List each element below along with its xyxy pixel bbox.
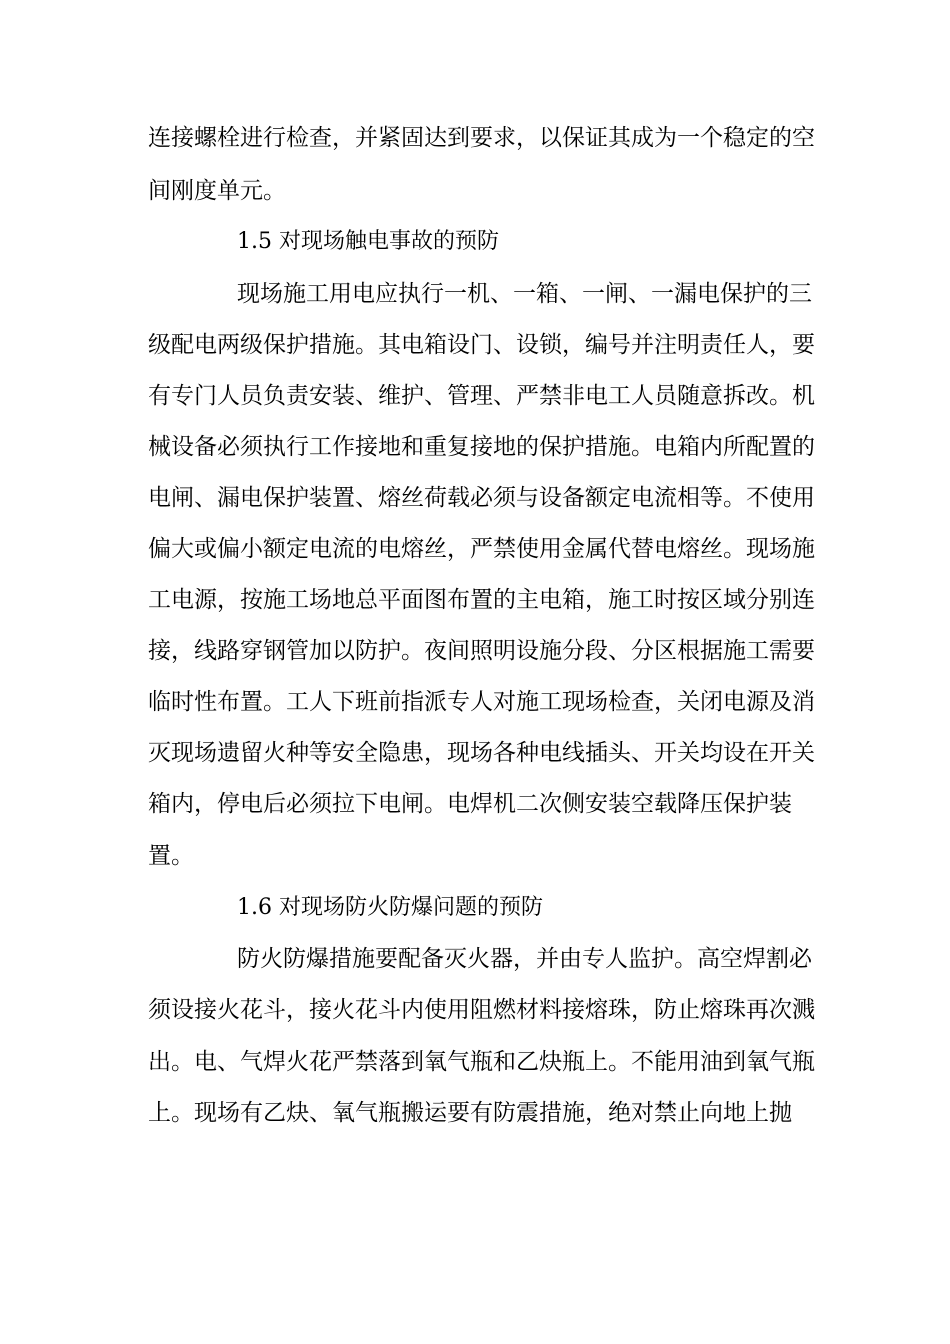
paragraph-line: 有专门人员负责安装、维护、管理、严禁非电工人员随意拆改。机 bbox=[148, 383, 815, 409]
paragraph-line: 电闸、漏电保护装置、熔丝荷载必须与设备额定电流相等。不使用 bbox=[148, 485, 815, 511]
paragraph-line: 偏大或偏小额定电流的电熔丝，严禁使用金属代替电熔丝。现场施 bbox=[148, 536, 815, 562]
section-heading-1-6: 1.6 对现场防火防爆问题的预防 bbox=[237, 895, 543, 920]
paragraph-line: 工电源，按施工场地总平面图布置的主电箱，施工时按区域分别连 bbox=[148, 587, 815, 613]
paragraph-line: 防火防爆措施要配备灭火器，并由专人监护。高空焊割必 bbox=[237, 946, 812, 972]
paragraph-line: 间刚度单元。 bbox=[148, 178, 286, 204]
paragraph-line: 箱内，停电后必须拉下电闸。电焊机二次侧安装空载降压保护装 bbox=[148, 791, 792, 817]
paragraph-line: 上。现场有乙炔、氧气瓶搬运要有防震措施，绝对禁止向地上抛 bbox=[148, 1100, 792, 1126]
paragraph-line: 现场施工用电应执行一机、一箱、一闸、一漏电保护的三 bbox=[237, 281, 812, 307]
paragraph-line: 置。 bbox=[148, 843, 194, 869]
paragraph-line: 械设备必须执行工作接地和重复接地的保护措施。电箱内所配置的 bbox=[148, 434, 815, 460]
paragraph-line: 连接螺栓进行检查，并紧固达到要求，以保证其成为一个稳定的空 bbox=[148, 125, 815, 151]
paragraph-line: 临时性布置。工人下班前指派专人对施工现场检查，关闭电源及消 bbox=[148, 689, 815, 715]
section-heading-1-5: 1.5 对现场触电事故的预防 bbox=[237, 229, 499, 254]
paragraph-line: 接，线路穿钢管加以防护。夜间照明设施分段、分区根据施工需要 bbox=[148, 638, 815, 664]
paragraph-line: 须设接火花斗，接火花斗内使用阻燃材料接熔珠，防止熔珠再次溅 bbox=[148, 997, 815, 1023]
paragraph-line: 灭现场遗留火种等安全隐患，现场各种电线插头、开关均设在开关 bbox=[148, 740, 815, 766]
paragraph-line: 出。电、气焊火花严禁落到氧气瓶和乙炔瓶上。不能用油到氧气瓶 bbox=[148, 1049, 815, 1075]
paragraph-line: 级配电两级保护措施。其电箱设门、设锁，编号并注明责任人，要 bbox=[148, 332, 815, 358]
